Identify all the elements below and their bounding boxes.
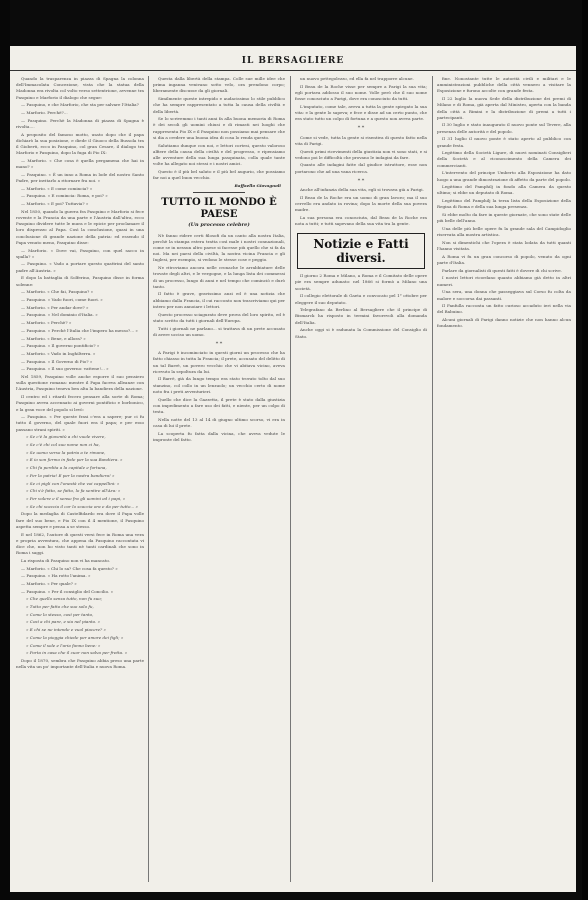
paragraph: Il 30 luglio e stato inaugurato il nuovo ponte sul Tevere, alla presenza delle autorità e del popolo. bbox=[437, 122, 571, 134]
verse-line: « Se chi scaccia il cor lo scaccia ora e da per tutto... » bbox=[26, 503, 139, 509]
paragraph: Quello che dice la Gazzetta, il prete è stato dalla giustizia con impedimento a fare uso dei fatti, e niente, per un colpo di testa. bbox=[153, 396, 285, 414]
paragraph: — Pasquino. « Vado a portare questo quattrini del santo padre all'Austria. » bbox=[16, 261, 144, 273]
article-title: TUTTO IL MONDO È PAESE bbox=[161, 197, 277, 221]
paragraph: Dopo il 1870, sembra che Pasquino abbia preso una parte nella vita un po' importante dell'Italia e nuova Roma. bbox=[16, 657, 144, 670]
paragraph: — Marforio. « Per quale? » bbox=[21, 580, 77, 586]
paragraph: Il Beau de la Roche visse per sempre a Parigi la sua vita; egli portava addosso il suo nome. Volle però che il suo nome fosse conosciuto a Parigi, dove era conosciuto da tutti. bbox=[295, 83, 427, 102]
paragraph: — Marforio. Perchè?... bbox=[21, 110, 68, 116]
paragraph: — Pasquino. « Il governo pontificio? » bbox=[21, 343, 100, 349]
paragraph: A Roma vi fu un gran concorso di popolo, venuto da ogni parte d'Italia. bbox=[437, 253, 571, 265]
paragraph: Il giorno 2 Roma e Milano, a Roma e il Comitato delle opere pie era sempre adunato: nel 1866 si formò a Milano una società. bbox=[295, 273, 427, 291]
paragraph: Una delle più belle opere fu la grande sala del Campidoglio riservata alla mostra artistica. bbox=[437, 225, 571, 238]
paragraph: Dopo la medaglia di Castelfidardo era dove il Papa volle fare del suo bene, e Pio IX con il 4 mentione, il Pasquino aspetta sempre e pensa a se stesso. bbox=[16, 511, 144, 529]
paragraph: L'intervento del principe Umberto alla Esposizione ha dato luogo a una grande dimostrazione di affetto da parte del popolo. bbox=[437, 170, 571, 182]
masthead: IL BERSAGLIERE bbox=[241, 56, 345, 66]
verse-line: « Come la pioggia chiede per amore dei figli; » bbox=[26, 634, 124, 640]
paragraph: Il centro ed i ritardi fecero pensare alla sorte di Roma; Pasquino aveva accennato ai governi pontificio e borbonico, e la gran voce del popolo si levò: bbox=[16, 394, 144, 412]
paragraph: — Pasquino. « Per il consiglio del Concilio. » bbox=[21, 588, 114, 594]
paragraph: — Pasquino. « Vado fuori, come fuori. » bbox=[21, 297, 103, 302]
paragraph: Il Fanfulla racconta un fatto curioso accaduto ieri nella via del Babuino. bbox=[437, 303, 571, 315]
paragraph: Il fatto è grave, gravissimo anzi ed è una notizia che abbiamo dalla Francia, il cui racconto non trascriviamo qui per intero per non annoiare i lettori. bbox=[153, 291, 285, 309]
page-header bbox=[10, 54, 576, 70]
paragraph: Salutiamo dunque con noi, e lettori cortesi, questo valoroso alfiere della causa della civiltà e del progresso, e ripensiamo alle avventure della sua lunga pasquinata, colla quale tante volte ha allegato noi stessi e i nostri amici. bbox=[153, 142, 285, 167]
paragraph: Nel 1850, quando la guerra fra Pasquino e Marforio si fece rovente e la Francia da una parte e l'Austria dall'altra, ecco Pasquino dividere tutte le mura e le epicie per proclamare il loro disprezzo al Papa. Così la conclusione, quasi in una conclusione di grande nazione della patria: ed essendo il Papa venuto meno, Pasquino disse: bbox=[16, 208, 144, 245]
paragraph: Similmente queste intrepido e audacissimo lo stile pubblico che ha sempre rappresentato a tutta la causa della civiltà e della libertà. bbox=[153, 96, 285, 114]
paragraph: L'imputato, come tale, aveva a tutta la gente spiegato la sua vita: e la gente lo sapeva; e fece e disse ad un certo punto, che era stato tutto un colpo di fortuna e a questo non aveva parte. bbox=[295, 103, 427, 122]
paragraph: Nè fanno ridere certi filosofi da un canto alla nostra Italia, perchè la stampa estera tratta così male i nostri connazionali, come se in nessun altro paese si facesse più quello che si fa da noi. Ma nei paesi della civiltà, la nostra vicina Francia e gli Inglesi, per esempio, si vedono le stesse cose e peggio. bbox=[153, 232, 285, 263]
paragraph: — Marforio. « Che cosa è quella pergamena che hai in mano? » bbox=[16, 157, 144, 170]
paragraph: Parlare da giornalisti di questi fatti è dovere di chi scrive. bbox=[442, 267, 562, 273]
paragraph: Legittimo del Pamphilj in fondo alla Camera da questo ultimo; si ebbe un deputato di Roma. bbox=[437, 184, 571, 196]
paragraph: Come si vede, tutta la gente si risentiva di questo fatto nella vita di Parigi. bbox=[295, 134, 427, 146]
paragraph: Il 31 luglio il nuovo ponte è stato aperto al pubblico con grande festa. bbox=[437, 136, 571, 148]
header-rule bbox=[10, 70, 576, 71]
paragraph: Telegrafano da Berlino al Bersagliere che il principe di Bismarck ha risposto in termini favorevoli alla domanda dell'Italia. bbox=[295, 307, 427, 325]
paragraph: Tutti i giornali ne parlano... si trattava di un prete accusato di avere ucciso un uomo. bbox=[153, 325, 285, 337]
paragraph: Anche all'infanzia della sua vita, egli si trovava già a Parigi. bbox=[300, 187, 424, 193]
paragraph: Ne ritroviamo ancora nelle cronache le arrabbiature delle trovate degli altri, e le vergogne, e la lunga lista dei commessi di un processo, lungo di anni e nel tempo che cominciò e durò tanto. bbox=[153, 265, 285, 289]
paragraph: La risposta di Pasquino non vi ha mancato. bbox=[21, 557, 111, 563]
verse-line: « Chi s'è fatto, se fatto, lo fa sentire all'Ara: » bbox=[26, 488, 121, 494]
paragraph: Nel 1859, Pasquino volle anche esporre il suo pensiero sulla questione romana: mentre il Papa faceva alleanze con l'Austria, Pasquino teneva ben alta la bandiera della nazione. bbox=[16, 374, 144, 392]
paragraph: Il 22 luglio la nuova Sede della distribuzione dei premi di Milano e di Roma, già aperta dal Ministro, aperta con la banda della città a Rimini e la distribuzione di premi a tutti i partecipanti. bbox=[437, 96, 571, 120]
paragraph: Il collegio elettorale di Gaeta e convocato pel 1° ottobre per eleggere il suo deputato. bbox=[295, 293, 427, 305]
paragraph: La sua persona era conosciuta, dal Beau de la Roche era nota a tutti; e tutti sapevano della sua vita tra la gente. bbox=[295, 214, 427, 227]
paragraph: — Marforio. « Per andar dove? » bbox=[21, 304, 89, 310]
paragraph: Questo processo sciagurato deve prova del loro spirito, ed è stato scritto da tutti i giornali dell'Europa. bbox=[153, 311, 285, 323]
section-stars: * * bbox=[357, 177, 365, 184]
paragraph: — Marforio. « Che fai, Pasquino? » bbox=[21, 289, 94, 295]
paragraph: La scoperta fu fatta dalla vicina, che aveva vedute le impronte del fatto. bbox=[153, 430, 285, 442]
verse-line: « Se c'è la gioventù a chi vuole vivere, bbox=[26, 434, 106, 440]
paragraph: un nuovo pettegolezzo, ed ella fa nel trapporre alcune. bbox=[300, 76, 414, 81]
column-divider bbox=[432, 76, 433, 882]
paragraph: — Pasquino. « Ha rotto l'anima. » bbox=[21, 573, 91, 579]
paragraph: Legittimo della Società Ligure, di nuovi nominati Consiglieri della Società e al riconoscimento della Camera dei commercianti. bbox=[437, 150, 571, 168]
verse-line: « Come il sole e l'aria fanno bene: » bbox=[26, 642, 101, 648]
section-stars: * * bbox=[215, 340, 223, 347]
verse-line: « Porta in casa che il cuor non salva per fretta. » bbox=[26, 650, 128, 656]
paragraph: Il Beau de la Roche era un uomo di gran lavoro; ma il suo cervello era andato in rovina; dopo la morte della sua povera madre. bbox=[295, 194, 427, 213]
news-section-title: Notizie e Fatti diversi. bbox=[297, 233, 425, 269]
short-rule bbox=[193, 192, 246, 193]
verse-line: « Come lo stesso, così per tanto, bbox=[26, 611, 94, 617]
paragraph: — Marforio. « Chi lo sa? Che cosa fa questo? » bbox=[21, 565, 118, 571]
column-divider bbox=[148, 76, 149, 882]
paragraph: — Marforio. « Dove vai, Pasquino, con quel sacco in spalla? » bbox=[16, 247, 144, 259]
column-2 bbox=[153, 76, 285, 882]
paragraph: — Pasquino. Perchè la Madonna di piazza di Spagna è rivolta.... bbox=[16, 117, 144, 129]
paragraph: E dopo la battaglia di Solferino, Pasquino disse in forma solenne: bbox=[16, 275, 144, 287]
paragraph: — Pasquino, e che Marforio, che sta per salvare l'Ittalia? bbox=[21, 102, 139, 108]
paragraph: Anche oggi si è radunata la Commissione del Consiglio di Stato. bbox=[295, 327, 427, 339]
scan-right-edge bbox=[582, 0, 588, 900]
paragraph: Alcuni giornali di Parigi danno notizie che non hanno alcun fondamento. bbox=[437, 317, 571, 329]
verse-line: « E chi se ne intende e vuol piacere? » bbox=[26, 627, 107, 633]
verse-line: « Tutto per fatto che suo solo fu, bbox=[26, 604, 94, 610]
paragraph: — Marforio. « E come comincia? » bbox=[21, 185, 93, 191]
verse-line: « Per volere e il senso fra gli uomini ed i papi, » bbox=[26, 495, 126, 501]
paragraph: — Pasquino. « Perchè l'Italia che l'impero ha messo?... » bbox=[21, 327, 138, 333]
paragraph: — Pasquino. « Il suo governo: vattene!... » bbox=[21, 366, 109, 372]
verse-line: « E io son fermo in fede per la sua Bandiera. » bbox=[26, 457, 123, 463]
verse-line: « Chi fa perdita a la capitale e fortuna, bbox=[26, 465, 107, 471]
paragraph: Questi primi ricevimenti della giustizia non vi sono stati, e si vedono poi le difficoltà che provano le indagini da fare. bbox=[295, 148, 427, 160]
paragraph: Il Barrè, già da lungo tempo era stato trovato tolto dal suo stanzino, col collo in un lenzuolo; un vecchio certo di nome noto fra i preti avventurieri. bbox=[153, 376, 285, 394]
paragraph: E nel 1862, l'autore di questi versi fece in Roma una vera e propria avventura, che appena da Pasquino raccontata vi dice che, non ho visto tanti nè tanti cardinali che sono in Roma i saggi. bbox=[16, 531, 144, 556]
paragraph: — Pasquino. « Il Governo di Pio? » bbox=[21, 358, 93, 364]
verse-line: « Se uomo verso la patria a te rimane, bbox=[26, 449, 106, 455]
paragraph: Questo è il più bel saluto e il più bel augurio, che possiamo far noi a quel buon vecchio. bbox=[153, 168, 285, 181]
verse-line: « Per la patria! E per la nostra bandiera! » bbox=[26, 472, 115, 478]
paragraph: Quando la trasparenza in piazza di Spagna la colonna dell'Immacolata Concezione, vista che la statua della Madonna era rivolta col volto verso settentrione, avvenne tra Pasquino e Marforio il dialogo che segue: bbox=[16, 76, 144, 100]
paragraph: — Pasquino. « E comincia: Roma, e poi? » bbox=[21, 193, 108, 199]
section-stars: * * bbox=[357, 125, 365, 132]
column-4 bbox=[437, 76, 571, 882]
author-signature: Raffaello Giovagnoli bbox=[234, 183, 281, 189]
paragraph: I nostri lettori ricordano quanto abbiamo già detto in altri numeri. bbox=[437, 275, 571, 287]
paragraph: — Pasquino. « È un inno a Roma in lode del nostro Santo Padre, per invitarlo a ritornare fra noi. » bbox=[16, 171, 144, 184]
column-3 bbox=[295, 76, 427, 882]
verse-line: « Se c'è chi col suo nome non ci ha, bbox=[26, 442, 100, 448]
paragraph: — Marforio. « Vado in Inghilterra. » bbox=[21, 350, 96, 356]
paragraph: — Marforio. « Bene, e allora? » bbox=[21, 335, 86, 341]
paragraph: — Marforio. « Perchè? » bbox=[21, 320, 72, 326]
paragraph: Si ebbe molto da fare in queste giornate, che sono state delle più belle dell'anno. bbox=[437, 212, 571, 224]
paragraph: fine. Nonostante tutte le autorità civili e militari e le amministrazioni pubbliche della città vennero a visitare la Esposizione e furono accolte con grande festa. bbox=[437, 76, 571, 94]
paragraph: — Pasquino. « Per queste frasi c'era a sapere; pur ci fu tutto il governo, del quale fuori era il papa; e per esso passano strani spiriti. » bbox=[16, 414, 144, 432]
paragraph: Legittimo del Pamphilj la terza lista della Esposizione della Regina di Roma e della sua lunga presenza. bbox=[437, 198, 571, 210]
paragraph: — Pasquino. « Nel dominio d'Italia. » bbox=[21, 312, 98, 318]
verse-line: « Che quello senza tutto, non fu suo; bbox=[26, 596, 103, 602]
newspaper-page bbox=[10, 46, 576, 892]
paragraph: Quanto alle indagini fatte dal giudice istruttore, esse non portarono che ad una vana ricerca. bbox=[295, 162, 427, 174]
scan-left-strip bbox=[0, 0, 10, 900]
verse-line: « Se ci pigli con l'onestà che voi cappellini: » bbox=[26, 480, 120, 486]
paragraph: Nella notte del 13 al 14 di giugno ultimo scorso, vi era in casa di lui il prete. bbox=[153, 416, 285, 428]
paragraph: Se lo scrivemmo i tanti anni fa alla buona memoria di Roma è dei secoli gli uomini chiusi e di rimasti nei luoghi che rappresenta Pio IX e il Pasquino non possiamo mai pensare che si dia a credere una buona idea di cosa lo renda questo. bbox=[153, 116, 285, 140]
paragraph: Una sera, una donna che passeggiava sul Corso fu colta da malore e soccorsa dai passanti. bbox=[437, 289, 571, 301]
paragraph: — Marforio. « E poi? Tuttavia? » bbox=[21, 201, 89, 207]
paragraph: A Parigi è incominciato in questi giorni un processo che ha fatto chiasso in tutta la Francia; il prete, accusato del delitto di un tal Barrè, un povero vecchio che vi abitava vicino, aveva ricevuto la sepoltura da lui. bbox=[153, 350, 285, 374]
paragraph: A proposito del famoso motto, usato dopo che il papa dichiarò la sua posizione, e diede il Giuoco della Bussola tra il Gioberti, ecco in Pasquino, col gran Cesare, il dialogo tra Marforio e Pasquino, dopo la fuga di Pio IX: bbox=[16, 131, 144, 156]
column-divider bbox=[290, 76, 291, 882]
column-1 bbox=[16, 76, 144, 882]
verse-line: « Così a chi pare, e sia nel pianto. » bbox=[26, 619, 101, 625]
paragraph: Questa dalla libertà della stampa. Colle sue mille idee che prima inganna venivano sotto velo, ora prendono corpo; liberamente discusse da gli giornali. bbox=[153, 76, 285, 94]
article-subtitle: (Un processo celebre) bbox=[188, 222, 250, 229]
paragraph: Non si dimentichi che l'opera è stata lodata da tutti quanti l'hanno visitata. bbox=[437, 239, 571, 252]
